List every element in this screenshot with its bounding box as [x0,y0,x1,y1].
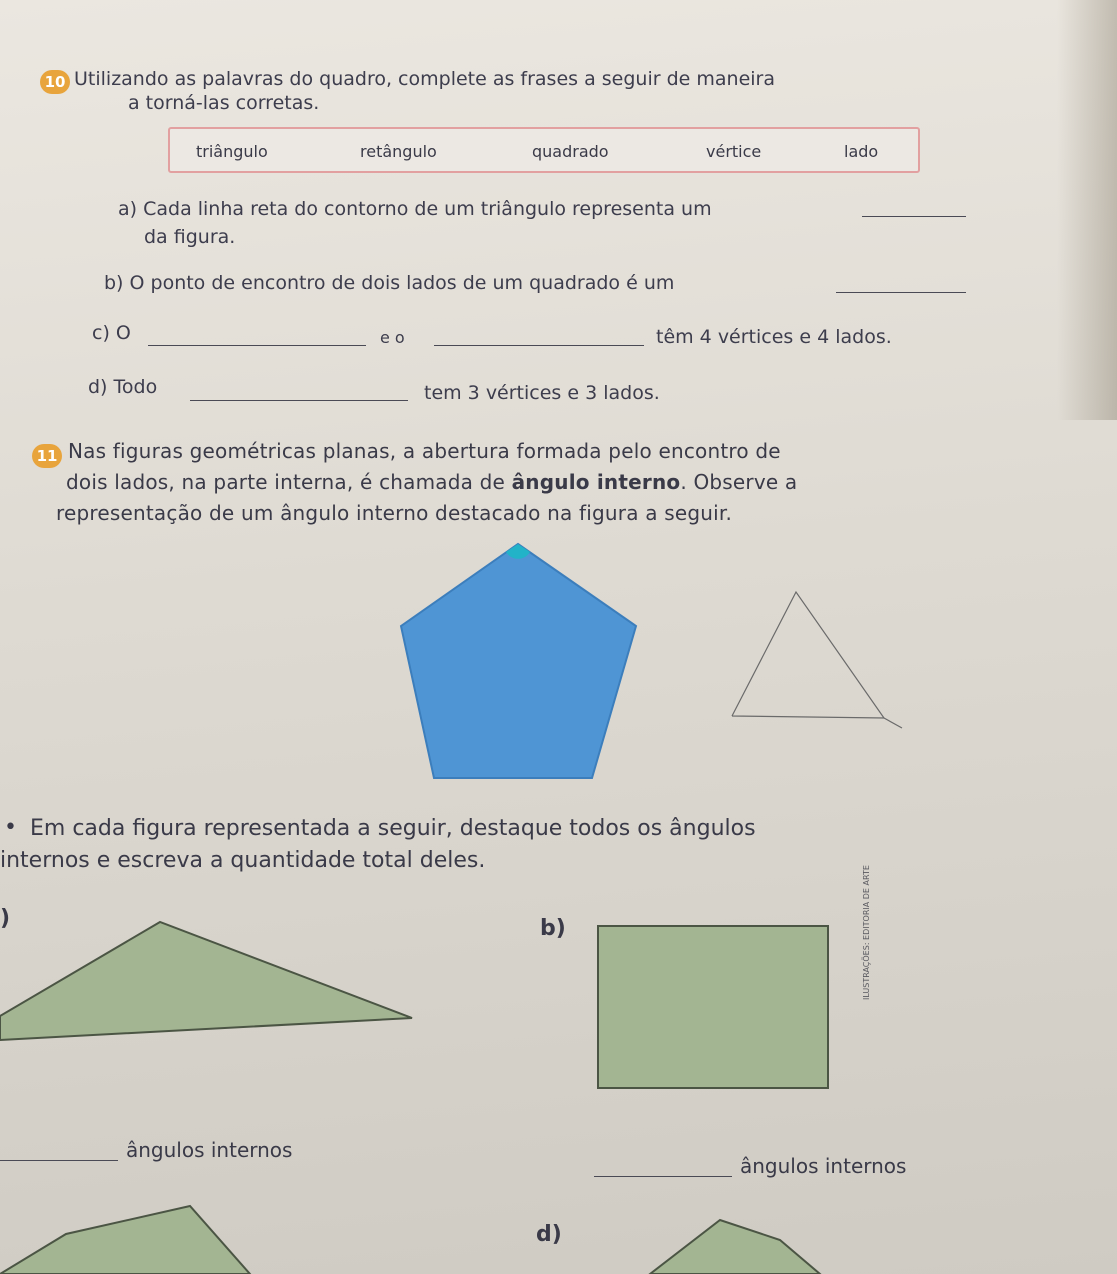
figure-b-label: b) [540,916,566,941]
illustration-credit: ILUSTRAÇÕES: EDITORIA DE ARTE [862,865,871,1000]
instruction-line1: Em cada figura representada a seguir, destaque todos os ângulos [30,816,756,841]
figure-d-hexagon [650,1220,820,1274]
question-11-line1: Nas figuras geométricas planas, a abertura formada pelo encontro de [68,439,781,463]
question-11-line2-end: . Observe a [680,470,798,494]
instruction-line2: internos e escreva a quantidade total deles. [0,848,486,873]
question-11-line2-text: dois lados, na parte interna, é chamada de [66,470,512,494]
question-10-line1: Utilizando as palavras do quadro, complete as frases a seguir de maneira [74,68,775,90]
item-d-suffix: tem 3 vértices e 3 lados. [424,382,660,404]
figure-a-label: ) [0,906,11,931]
word-box-item: retângulo [360,142,437,161]
figure-d-label: d) [536,1222,562,1247]
item-a-text-cont: da figura. [144,226,236,248]
answer-a-blank[interactable] [0,1160,118,1161]
question-11-term: ângulo interno [511,470,681,494]
triangle-outline-figure [732,592,884,718]
item-c-mid: e o [380,328,405,347]
answer-b-label: ângulos internos [740,1154,907,1178]
item-c-suffix: têm 4 vértices e 4 lados. [656,326,892,348]
question-10-number: 10 [40,70,70,94]
word-box-item: lado [844,142,879,161]
question-11-number: 11 [32,444,62,468]
item-a-text: a) Cada linha reta do contorno de um triângulo representa um [118,198,712,220]
word-box-item: quadrado [532,142,609,161]
item-c-prefix: c) O [92,322,131,344]
answer-b-blank[interactable] [594,1176,732,1177]
question-11-line3: representação de um ângulo interno destacado na figura a seguir. [56,501,733,525]
answer-a-label: ângulos internos [126,1138,293,1162]
question-10-line2: a torná-las corretas. [128,92,320,114]
item-b-text: b) O ponto de encontro de dois lados de um quadrado é um [104,272,675,294]
figure-b-rectangle [598,926,828,1088]
figure-c-partial [0,1206,250,1274]
word-box-item: vértice [706,142,762,161]
figure-a-triangle [0,922,412,1040]
pentagon-figure [401,544,636,778]
bullet-icon: • [4,815,17,840]
word-box-item: triângulo [196,142,268,161]
item-d-prefix: d) Todo [88,376,158,398]
